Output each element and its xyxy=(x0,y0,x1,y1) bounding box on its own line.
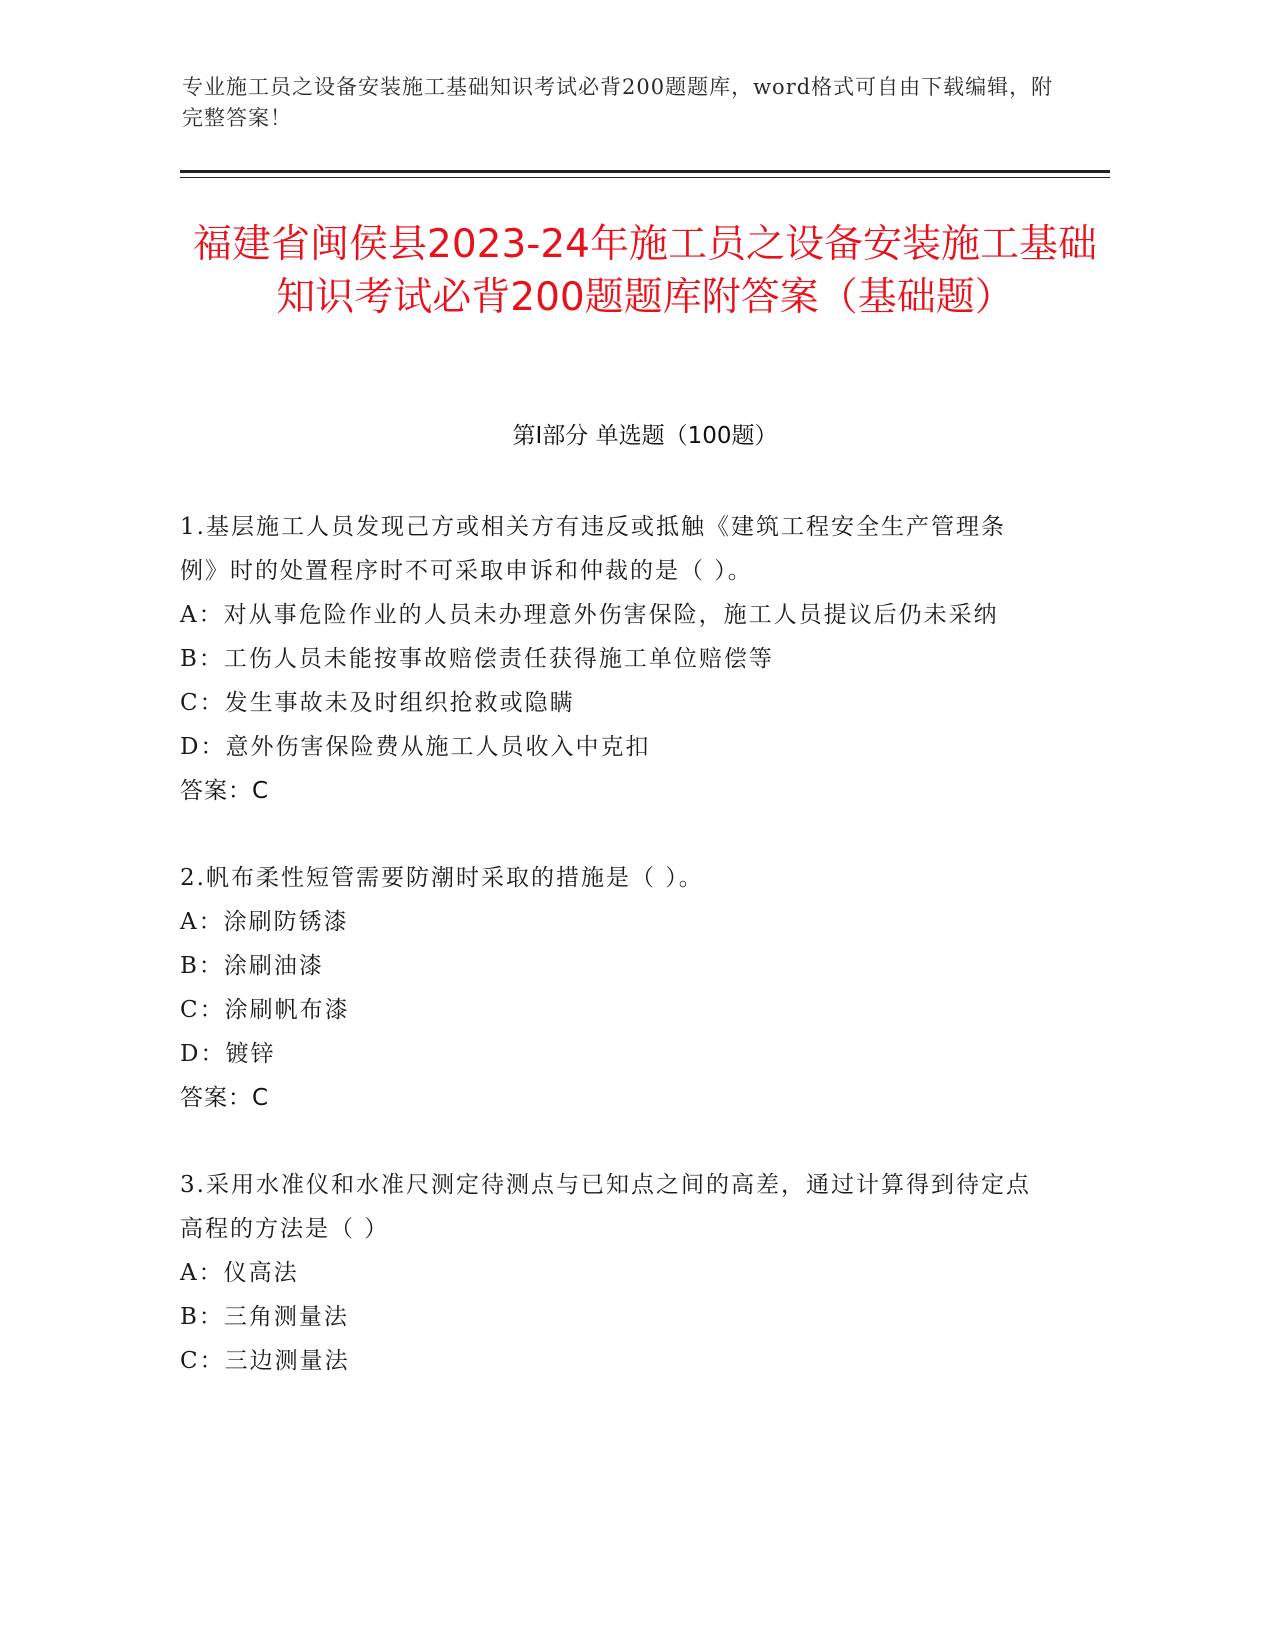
question-2 xyxy=(180,856,1040,1120)
option-a: A：仪高法 xyxy=(180,1260,299,1286)
question-stem: 3.采用水准仪和水准尺测定待测点与已知点之间的高差，通过计算得到待定点高程的方法是（ ） xyxy=(180,1172,1031,1242)
option-d: D：镀锌 xyxy=(180,1041,276,1067)
option-b: B：涂刷油漆 xyxy=(180,953,324,979)
option-b: B：工伤人员未能按事故赔偿责任获得施工单位赔偿等 xyxy=(180,646,774,672)
option-d: D：意外伤害保险费从施工人员收入中克扣 xyxy=(180,734,651,760)
option-a: A：涂刷防锈漆 xyxy=(180,909,349,935)
section-title: 第Ⅰ部分 单选题（100题） xyxy=(512,423,778,449)
document-title: 福建省闽侯县2023-24年施工员之设备安装施工基础知识考试必背200题题库附答案（基础题） xyxy=(193,222,1097,320)
question-stem: 1.基层施工人员发现己方或相关方有违反或抵触《建筑工程安全生产管理条例》时的处置程序时不可采取申诉和仲裁的是（ ）。 xyxy=(180,514,1006,584)
option-a: A：对从事危险作业的人员未办理意外伤害保险，施工人员提议后仍未采纳 xyxy=(180,602,999,628)
option-c: C：三边测量法 xyxy=(180,1348,350,1374)
question-list xyxy=(180,505,1040,1426)
page-header: 专业施工员之设备安装施工基础知识考试必背200题题库，word格式可自由下载编辑，附完整答案！ xyxy=(182,75,1054,130)
question-3 xyxy=(180,1163,1040,1383)
option-c: C：发生事故未及时组织抢救或隐瞒 xyxy=(180,690,575,716)
header-divider-thick xyxy=(180,170,1110,173)
question-stem: 2.帆布柔性短管需要防潮时采取的措施是（ ）。 xyxy=(180,865,704,891)
answer: 答案：C xyxy=(180,1085,270,1111)
option-c: C：涂刷帆布漆 xyxy=(180,997,350,1023)
question-1 xyxy=(180,505,1040,813)
option-b: B：三角测量法 xyxy=(180,1304,349,1330)
answer: 答案：C xyxy=(180,778,270,804)
header-divider-thin xyxy=(180,177,1110,178)
